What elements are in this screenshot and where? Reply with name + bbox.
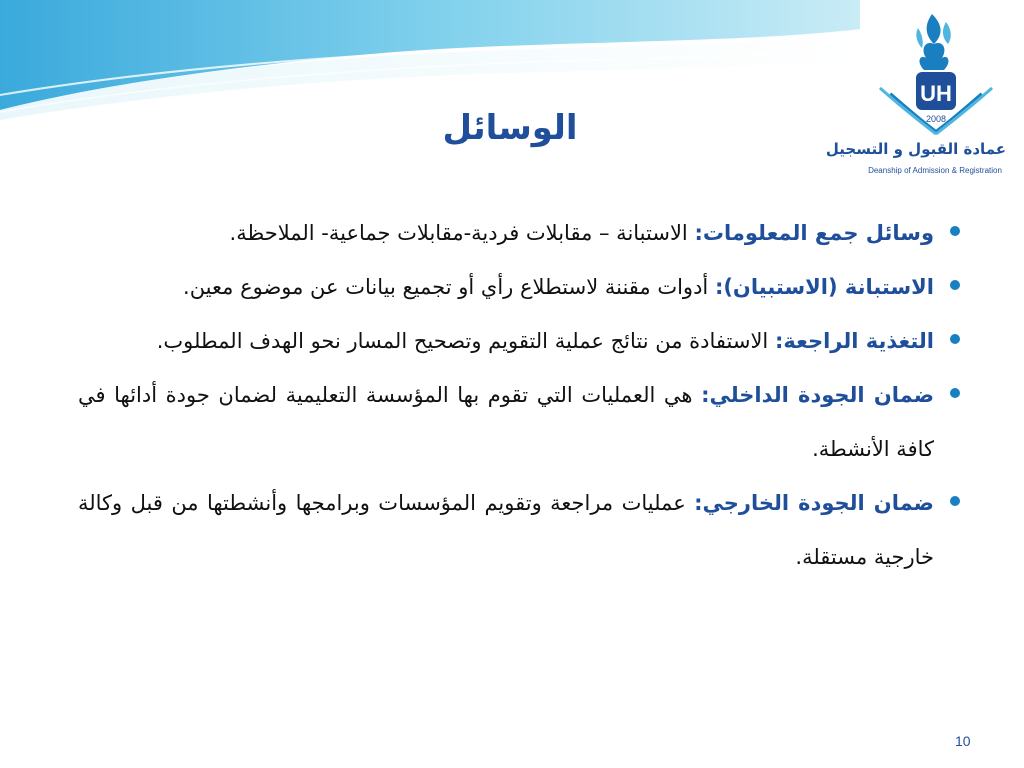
torch-book-logo-icon bbox=[870, 4, 1010, 144]
university-logo bbox=[825, 0, 1020, 190]
bullet-icon bbox=[950, 496, 960, 506]
bullet-term: ضمان الجودة الخارجي: bbox=[694, 491, 934, 515]
list-item bbox=[78, 368, 960, 476]
bullet-term: وسائل جمع المعلومات: bbox=[694, 221, 934, 245]
list-item bbox=[78, 260, 960, 314]
bullet-term: التغذية الراجعة: bbox=[774, 329, 934, 353]
bullet-icon bbox=[950, 334, 960, 344]
bullet-icon bbox=[950, 226, 960, 236]
logo-year: 2008 bbox=[925, 114, 947, 124]
list-item bbox=[78, 206, 960, 260]
logo-arabic-name: عمادة القبول و التسجيل bbox=[825, 140, 1006, 158]
page-number: 10 bbox=[955, 733, 971, 749]
list-item bbox=[78, 476, 960, 584]
logo-badge-text: UH bbox=[920, 81, 952, 106]
bullet-icon bbox=[950, 388, 960, 398]
logo-english-name: Deanship of Admission & Registration bbox=[868, 166, 1002, 175]
bullet-text: الاستبانة – مقابلات فردية-مقابلات جماعية- الملاحظة. bbox=[229, 221, 695, 245]
bullet-text: أدوات مقننة لاستطلاع رأي أو تجميع بيانات عن موضوع معين. bbox=[183, 275, 715, 299]
slide-title: الوسائل bbox=[442, 108, 578, 148]
decorative-waves bbox=[0, 0, 860, 120]
bullet-text: الاستفادة من نتائج عملية التقويم وتصحيح المسار نحو الهدف المطلوب. bbox=[156, 329, 775, 353]
bullet-term: الاستبانة (الاستبيان): bbox=[714, 275, 934, 299]
bullet-list bbox=[78, 206, 960, 584]
bullet-text: عمليات مراجعة وتقويم المؤسسات وبرامجها وأنشطتها من قبل وكالة خارجية مستقلة. bbox=[78, 491, 934, 569]
bullet-icon bbox=[950, 280, 960, 290]
bullet-text: هي العمليات التي تقوم بها المؤسسة التعليمية لضمان جودة أدائها في كافة الأنشطة. bbox=[78, 383, 934, 461]
bullet-term: ضمان الجودة الداخلي: bbox=[701, 383, 935, 407]
list-item bbox=[78, 314, 960, 368]
